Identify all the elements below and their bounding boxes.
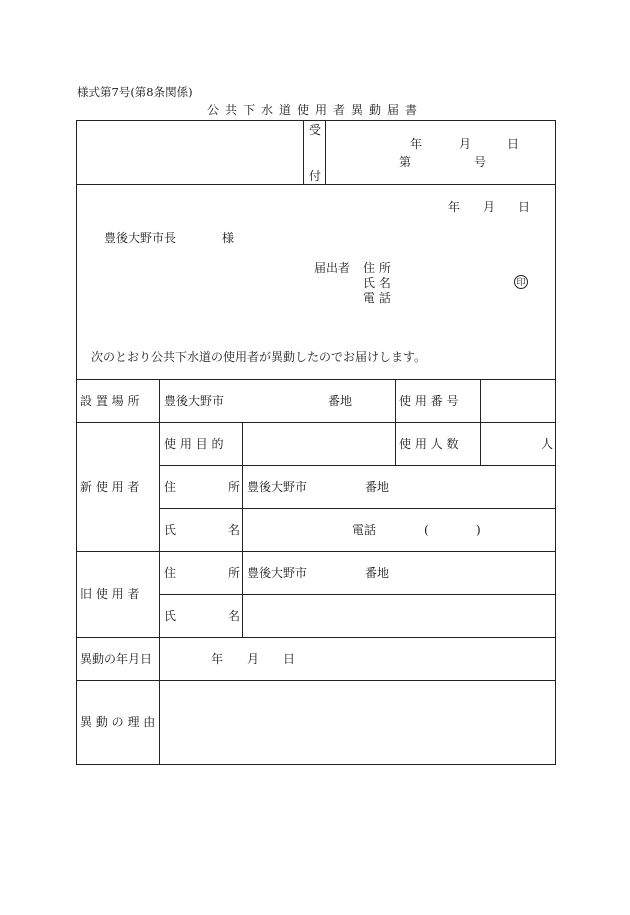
honorific: 様 <box>222 231 235 245</box>
new-phone-paren-close: ) <box>476 523 481 537</box>
receipt-box-right <box>325 120 326 184</box>
form-title: 公共下水道使用者異動届書 <box>206 103 423 117</box>
change-year: 年 <box>211 652 224 666</box>
notice-month: 月 <box>483 200 496 214</box>
receipt-number-suffix: 号 <box>474 155 487 169</box>
change-month: 月 <box>247 652 260 666</box>
old-name-label-1: 氏 <box>164 609 177 623</box>
new-name-label-2: 名 <box>228 523 241 537</box>
old-address-city: 豊後大野市 <box>247 566 308 580</box>
old-address-lot: 番地 <box>365 566 390 580</box>
divider-new-user <box>76 551 556 552</box>
old-address-label-2: 所 <box>228 566 241 580</box>
notice-statement: 次のとおり公共下水道の使用者が異動したのでお届けします。 <box>91 350 427 364</box>
seal-mark: 印 <box>514 275 528 289</box>
new-address-label-2: 所 <box>228 480 241 494</box>
receipt-day: 日 <box>507 137 520 151</box>
divider-new-address <box>159 508 556 509</box>
notice-day: 日 <box>518 200 531 214</box>
old-name-label-2: 名 <box>228 609 241 623</box>
install-lot: 番地 <box>328 394 353 408</box>
divider-receipt <box>76 184 556 185</box>
install-city: 豊後大野市 <box>164 394 225 408</box>
user-count-label: 使 用 人 数 <box>399 437 459 451</box>
change-date-label: 異動の年月日 <box>80 652 153 666</box>
notice-year: 年 <box>448 200 461 214</box>
applicant-address-label: 住 所 <box>363 261 391 275</box>
install-split-1 <box>395 379 396 422</box>
use-number-label: 使 用 番 号 <box>399 394 459 408</box>
divider-old-address <box>159 594 556 595</box>
addressee: 豊後大野市長 <box>104 231 177 245</box>
install-location-label: 設 置 場 所 <box>80 394 140 408</box>
divider-old-user <box>76 637 556 638</box>
old-address-label-1: 住 <box>164 566 177 580</box>
receipt-box-left <box>303 120 304 184</box>
new-phone-paren-open: ( <box>424 523 429 537</box>
receipt-number-prefix: 第 <box>399 155 412 169</box>
receipt-mark-top: 受 <box>309 123 322 137</box>
divider-notice <box>76 379 556 380</box>
applicant-phone-label: 電 話 <box>363 291 391 305</box>
receipt-month: 月 <box>459 137 472 151</box>
old-user-label: 旧 使 用 者 <box>80 587 140 601</box>
purpose-split-1 <box>395 422 396 465</box>
label-column-line <box>159 379 160 764</box>
sublabel-column-line <box>242 422 243 637</box>
purpose-label: 使 用 目 的 <box>164 437 224 451</box>
new-phone-label: 電話 <box>352 523 377 537</box>
form-frame <box>76 120 556 765</box>
receipt-year: 年 <box>410 137 423 151</box>
user-count-unit: 人 <box>541 437 554 451</box>
change-reason-label: 異 動 の 理 由 <box>80 715 156 729</box>
receipt-mark-bottom: 付 <box>309 169 322 183</box>
divider-change-date <box>76 680 556 681</box>
new-address-city: 豊後大野市 <box>247 480 308 494</box>
applicant-label: 届出者 <box>314 261 351 275</box>
new-address-lot: 番地 <box>365 480 390 494</box>
install-split-2 <box>480 379 481 422</box>
applicant-name-label: 氏 名 <box>363 276 391 290</box>
purpose-split-2 <box>480 422 481 465</box>
new-user-label: 新 使 用 者 <box>80 480 140 494</box>
change-day: 日 <box>283 652 296 666</box>
form-number: 様式第7号(第8条関係) <box>77 85 193 99</box>
new-name-label-1: 氏 <box>164 523 177 537</box>
divider-install <box>76 422 556 423</box>
divider-new-purpose <box>159 465 556 466</box>
new-address-label-1: 住 <box>164 480 177 494</box>
